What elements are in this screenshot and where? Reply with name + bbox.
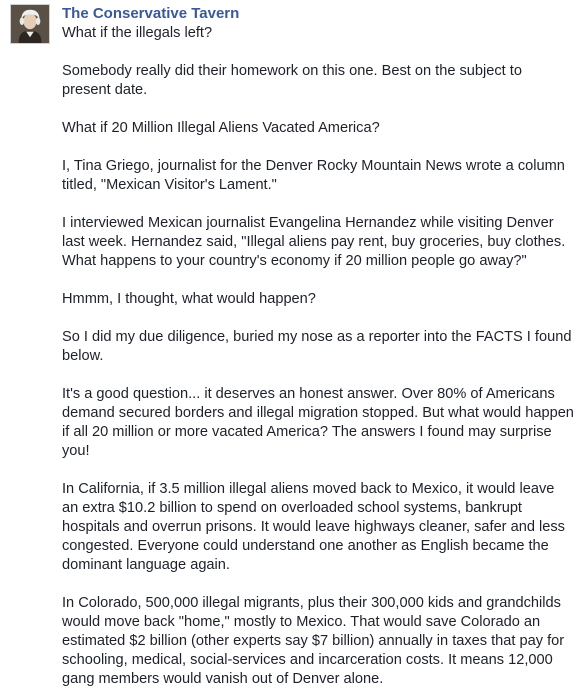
post-paragraph: I interviewed Mexican journalist Evangelina Hernandez while visiting Denver last week. Hernandez said, "Illegal aliens pay rent, buy groceries, buy clothes. What happens to your country's economy if 20 million people go away?": [62, 215, 566, 269]
post-body: [62, 24, 574, 700]
post-paragraph: In California, if 3.5 million illegal aliens moved back to Mexico, it would leave an extra $10.2 billion to spend on overloaded school systems, bankrupt hospitals and overrun prisons. It would leave highways cleaner, safer and less congested. Everyone could understand one another as English became the dominant language again.: [62, 481, 565, 573]
post-paragraph: What if 20 Million Illegal Aliens Vacated America?: [62, 120, 380, 136]
page-name-link[interactable]: The Conservative Tavern: [62, 5, 240, 22]
post-paragraph: What if the illegals left?: [62, 25, 213, 41]
post-paragraph: Hmmm, I thought, what would happen?: [62, 291, 316, 307]
page-avatar[interactable]: [10, 4, 50, 44]
post-paragraph: I, Tina Griego, journalist for the Denver Rocky Mountain News wrote a column titled, "Mexican Visitor's Lament.": [62, 158, 565, 193]
portrait-avatar-icon: [11, 5, 49, 43]
post-paragraph: It's a good question... it deserves an honest answer. Over 80% of Americans demand secured borders and illegal migration stopped. But what would happen if all 20 million or more vacated America? The answers I found may surprise you!: [62, 386, 574, 459]
post-paragraph: In Colorado, 500,000 illegal migrants, plus their 300,000 kids and grandchilds would move back "home," mostly to Mexico. That would save Colorado an estimated $2 billion (other experts say $7 billion) annually in taxes that pay for schooling, medical, social-services and incarceration costs. It means 12,000 gang members would vanish out of Denver alone.: [62, 595, 565, 687]
post-paragraph: Somebody really did their homework on this one. Best on the subject to present date.: [62, 63, 522, 98]
post-paragraph: So I did my due diligence, buried my nose as a reporter into the FACTS I found below.: [62, 329, 572, 364]
